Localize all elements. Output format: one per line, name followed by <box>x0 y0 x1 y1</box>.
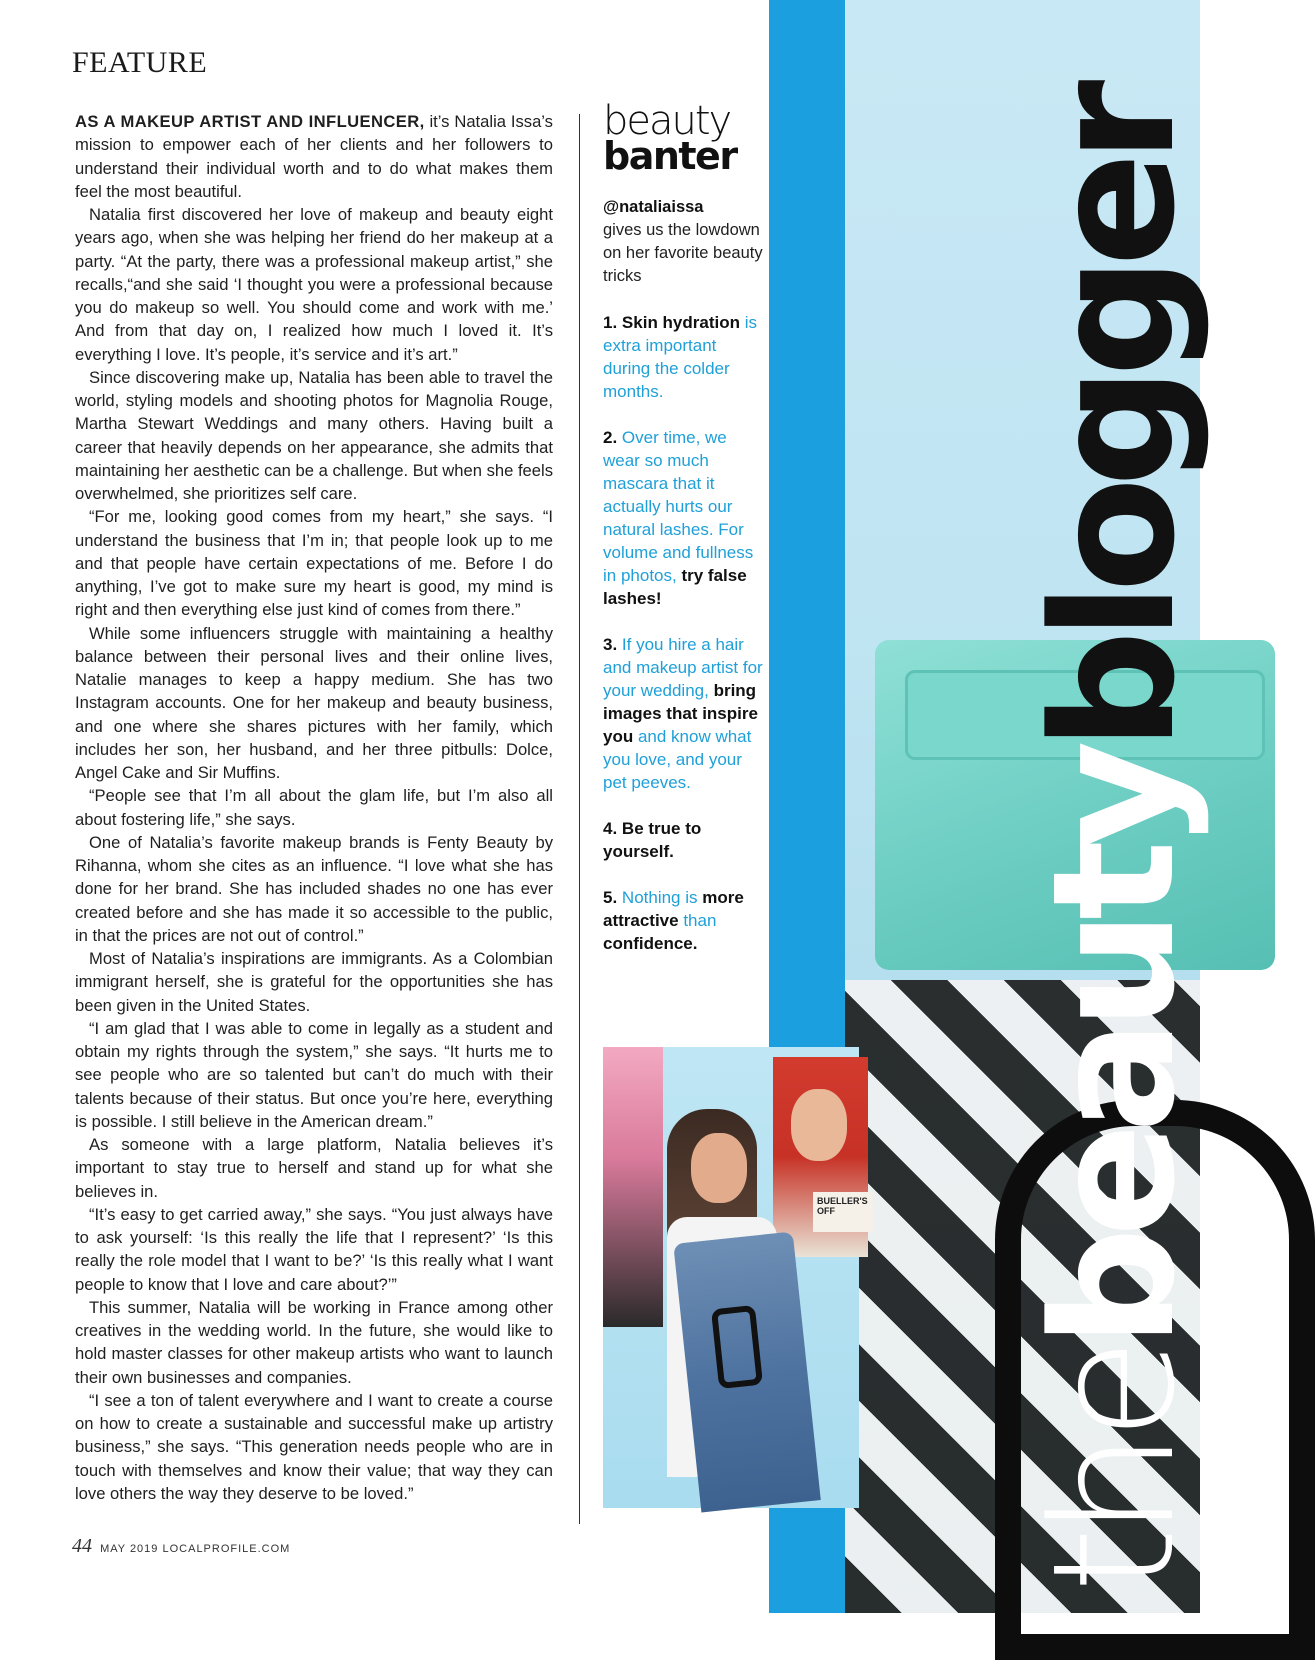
tip-2: 2. Over time, we wear so much mascara that it actually hurts our natural lashes. For volume and fullness in photos, try false lashes! <box>603 428 754 608</box>
article-paragraph: Most of Natalia’s inspirations are immigrants. As a Colombian immigrant herself, she is grateful for the opportunities she has been given in the United States. <box>75 949 553 1015</box>
page-number: 44 <box>72 1535 92 1557</box>
title-beauty: beauty <box>1016 750 1212 1348</box>
article-body <box>75 110 553 1505</box>
article-paragraph: One of Natalia’s favorite makeup brands is Fenty Beauty by Rihanna, whom she cites as an influence. “I love what she has done for her brand. She has included shades no one has ever created before and she has made it so accessible to the public, in that the prices are not out of control.” <box>75 832 553 945</box>
article-paragraph: This summer, Natalia will be working in France among other creatives in the wedding world. In the future, she would like to hold master classes for other makeup artists who want to launch their own businesses and companies. <box>75 1297 553 1387</box>
sidebar-title-bold: banter <box>603 134 737 178</box>
article-paragraph: “For me, looking good comes from my heart,” she says. “I understand the business that I’m in; that people look up to me and that people have certain expectations of me. Before I do anything, I’ve got to make sure my heart is good, my mind is right and then everything else just kind of comes from there.” <box>75 507 553 620</box>
natalia-portrait-photo <box>603 1047 868 1508</box>
sidebar-intro: gives us the lowdown on her favorite beauty tricks <box>603 221 763 285</box>
article-paragraph: As someone with a large platform, Natalia believes it’s important to stay true to herself and stand up for what she believes in. <box>75 1135 553 1201</box>
tip-5: 5. Nothing is more attractive than confidence. <box>603 888 744 953</box>
lead-caps: AS A MAKEUP ARTIST AND INFLUENCER, <box>75 112 425 131</box>
article-paragraph: “I see a ton of talent everywhere and I want to create a course on how to create a sustainable and successful make up artistry business,” she says. “This generation needs people who are in touch with themselves and know their value; that way they can love others the way they deserve to be loved.” <box>75 1390 553 1503</box>
issue-date: MAY 2019 <box>100 1543 159 1555</box>
tip-1: 1. Skin hydration is extra important during the colder months. <box>603 313 757 401</box>
article-paragraph: While some influencers struggle with maintaining a healthy balance between their personal lives and their online lives, Natalie manages to keep a happy medium. She has two Instagram accounts. One for her makeup and beauty business, and one where she shares pictures with her family, which includes her son, her husband, and her three pitbulls: Dolce, Angel Cake and Sir Muffins. <box>75 623 553 782</box>
instagram-handle: @nataliaissa <box>603 198 704 216</box>
title-blogger: blogger <box>1016 89 1212 751</box>
site-name: LOCALPROFILE.COM <box>162 1543 291 1555</box>
beauty-banter-sidebar <box>603 98 763 978</box>
lead-text: it’s Natalia Issa’s mission to empower each of her clients and her followers to understand their individual worth and to do what makes them feel the most beautiful. <box>75 112 553 201</box>
vertical-title <box>1016 0 1212 1613</box>
article-lead-paragraph <box>75 110 553 203</box>
article-paragraph: Since discovering make up, Natalia has been able to travel the world, styling models and shooting photos for Magnolia Rouge, Martha Stewart Weddings and many others. Having built a career that heavily depends on her appearance, she admits that maintaining her aesthetic can be a challenge. But when she feels overwhelmed, she prioritizes self care. <box>75 367 553 503</box>
poster-left <box>603 1047 663 1327</box>
poster-sign: BUELLER'S OFF <box>813 1192 873 1232</box>
jacket-graphic <box>711 1305 763 1389</box>
article-paragraph: Natalia first discovered her love of makeup and beauty eight years ago, when she was helping her friend do her makeup at a party. “At the party, there was a professional makeup artist,” she recalls,“and she said ‘I thought you were a professional because you do makeup so well. You should come and work with me.’ And from that day on, I realized how much I loved it. It’s everything I love. It’s people, it’s service and it’s art.” <box>75 205 553 364</box>
poster-face <box>791 1089 847 1161</box>
person-face <box>691 1133 747 1203</box>
article-paragraph: “It’s easy to get carried away,” she says. “You just always have to ask yourself: ‘Is this really the life that I represent?’ ‘Is this really the role model that I want to be?’ ‘Is this really what I want people to know that I love and care about?’” <box>75 1204 553 1294</box>
column-divider <box>579 114 580 1524</box>
section-label: FEATURE <box>72 46 208 79</box>
sidebar-title-light: beauty <box>603 98 731 144</box>
page-footer <box>72 1535 290 1558</box>
article-paragraph: “I am glad that I was able to come in legally as a student and obtain my rights through the system,” she says. “It hurts me to see people who are so talented but can’t do much with their talents because of their status. But once you’re here, everything is possible. I still believe in the American dream.” <box>75 1018 553 1131</box>
title-the: the <box>1016 1347 1212 1593</box>
tip-4: 4. Be true to yourself. <box>603 819 702 861</box>
article-paragraph: “People see that I’m all about the glam life, but I’m also all about fostering life,” she says. <box>75 786 553 829</box>
tip-3: 3. If you hire a hair and makeup artist for your wedding, bring images that inspire you and know what you love, and your pet peeves. <box>603 635 763 792</box>
